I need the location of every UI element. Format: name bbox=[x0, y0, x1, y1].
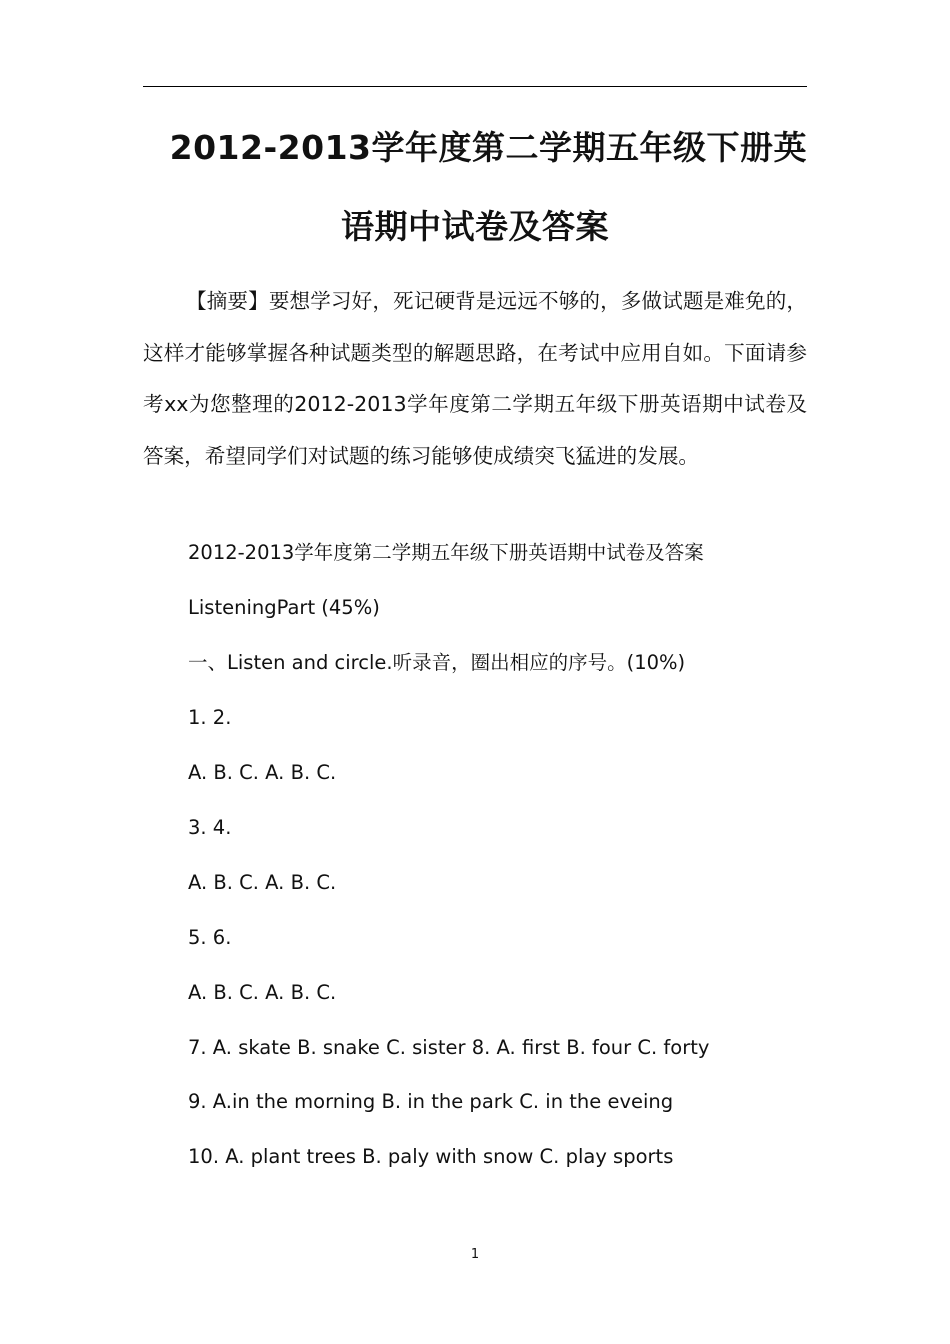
body-line-section-1-heading: 一、Listen and circle.听录音，圈出相应的序号。(10%) bbox=[188, 651, 686, 674]
header-rule bbox=[143, 86, 807, 87]
body-line-q5-q6: 5. 6. bbox=[188, 926, 232, 949]
body-line-subtitle: 2012-2013学年度第二学期五年级下册英语期中试卷及答案 bbox=[188, 541, 704, 564]
body-line-listening-part: ListeningPart (45%) bbox=[188, 596, 380, 619]
page-number: 1 bbox=[470, 1247, 480, 1262]
body-line-q9: 9. A.in the morning B. in the park C. in the eveing bbox=[188, 1090, 674, 1113]
title-line-2: 语期中试卷及答案 bbox=[341, 207, 609, 246]
title-line-1: 2012-2013学年度第二学期五年级下册英 bbox=[169, 128, 807, 167]
abstract-paragraph: 【摘要】要想学习好，死记硬背是远远不够的，多做试题是难免的，这样才能够掌握各种试题类型的解题思路，在考试中应用自如。下面请参考xx为您整理的2012-2013学年度第二学期五年级下册英语期中试卷及答案，希望同学们对试题的练习能够使成绩突飞猛进的发展。 bbox=[143, 289, 807, 468]
body-line-options-3: A. B. C. A. B. C. bbox=[188, 981, 337, 1004]
body-line-options-1: A. B. C. A. B. C. bbox=[188, 761, 337, 784]
body-line-options-2: A. B. C. A. B. C. bbox=[188, 871, 337, 894]
body-line-q1-q2: 1. 2. bbox=[188, 706, 232, 729]
body-line-q7-q8: 7. A. skate B. snake C. sister 8. A. first B. four C. forty bbox=[188, 1036, 710, 1059]
body-line-q3-q4: 3. 4. bbox=[188, 816, 232, 839]
body-line-q10: 10. A. plant trees B. paly with snow C. play sports bbox=[188, 1145, 674, 1168]
